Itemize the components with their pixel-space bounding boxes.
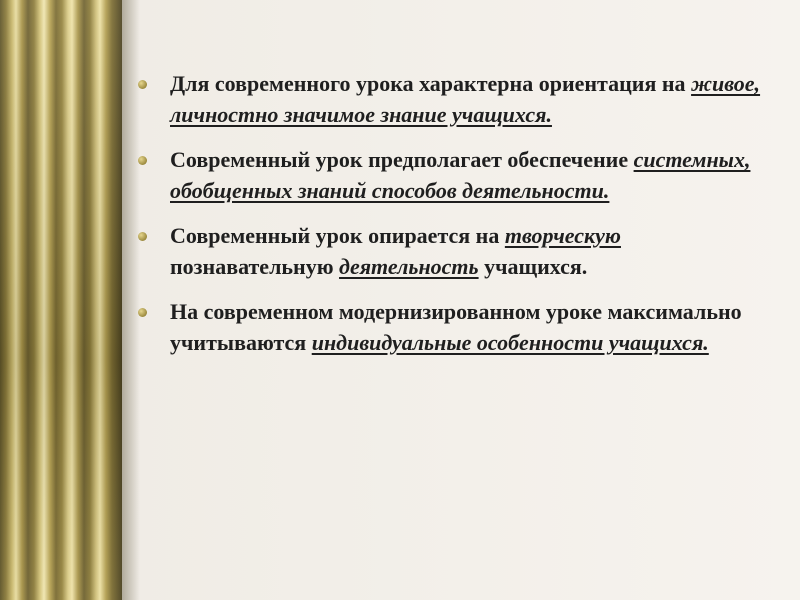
decorative-gold-drape — [0, 0, 122, 600]
bullet-text: Современный урок опирается на творческую познавательную деятельность учащихся. — [170, 223, 621, 279]
bullet-item-2 — [136, 144, 786, 206]
bullet-item-1 — [136, 68, 786, 130]
bullet-icon — [138, 308, 147, 317]
emphasis: деятельность — [339, 254, 479, 279]
bullet-item-3 — [136, 220, 786, 282]
bullet-icon — [138, 156, 147, 165]
bullet-text: На современном модернизированном уроке максимально учитываются индивидуальные особенности учащихся. — [170, 299, 742, 355]
emphasis: живое, личностно значимое знание учащихся. — [170, 71, 761, 127]
bullet-list — [136, 68, 786, 358]
bullet-icon — [138, 232, 147, 241]
bullet-icon — [138, 80, 147, 89]
bullet-text: Для современного урока характерна ориентация на живое, личностно значимое знание учащихся. — [170, 71, 761, 127]
bullet-item-4 — [136, 296, 786, 358]
emphasis: системных, обобщенных знаний способов деятельности. — [170, 147, 751, 203]
emphasis: творческую — [504, 223, 621, 248]
bullet-text: Современный урок предполагает обеспечение системных, обобщенных знаний способов деятельности. — [170, 147, 751, 203]
emphasis: индивидуальные особенности учащихся. — [311, 330, 709, 355]
slide-content — [136, 68, 786, 372]
